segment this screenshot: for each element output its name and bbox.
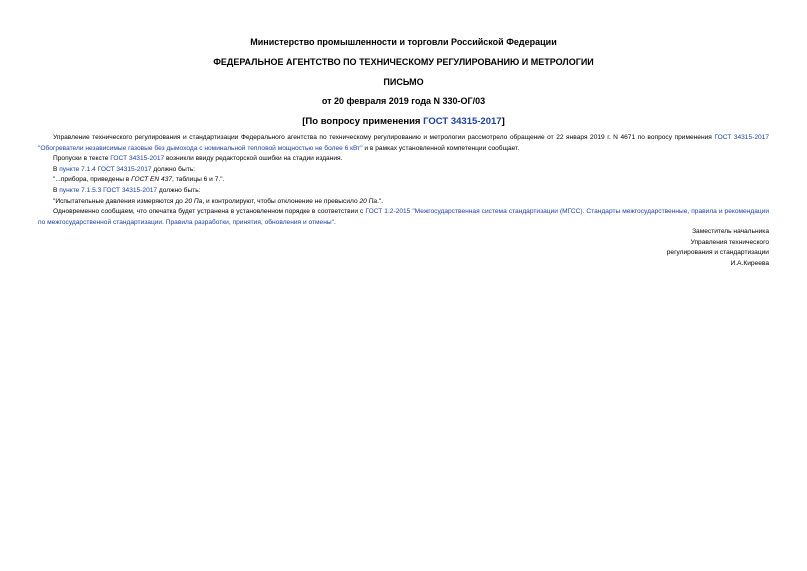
paragraph-text: . bbox=[333, 218, 336, 226]
paragraph-4 bbox=[38, 175, 769, 186]
gost-1-2-2015-link[interactable]: ГОСТ 1.2-2015 "Межгосударственная система стандартизации (МГСС). Стандарты межгосударственные, правила и рекомендации по межгосударственной стандартизации. Правила разработки, принятия, обновления и отмены" bbox=[38, 208, 769, 226]
signature-block bbox=[639, 227, 769, 269]
signature-position-line-3: регулирования и стандартизации bbox=[666, 249, 769, 257]
ministry-heading: Министерство промышленности и торговли Российской Федерации bbox=[250, 37, 557, 47]
paragraph-7 bbox=[38, 207, 769, 228]
paragraph-text: Управление технического регулирования и стандартизации Федерального агентства по техническому регулированию и метрологии рассмотрело обращение от 22 января 2019 г. N 4671 по вопросу применения bbox=[53, 134, 715, 141]
paragraph-1 bbox=[38, 133, 769, 154]
gost-34315-title-link[interactable]: ГОСТ 34315-2017 "Обогреватели независимые газовые без дымохода с номинальной тепловой мощностью не более 6 кВт" bbox=[38, 134, 769, 152]
letter-body bbox=[38, 133, 769, 228]
paragraph-3 bbox=[38, 165, 769, 176]
subject-prefix: [По вопросу применения bbox=[302, 116, 424, 127]
date-number-heading: от 20 февраля 2019 года N 330-ОГ/03 bbox=[321, 96, 486, 106]
subject-gost-link[interactable]: ГОСТ 34315-2017 bbox=[423, 116, 502, 127]
paragraph-text: В bbox=[53, 165, 60, 173]
paragraph-text: , таблицы 6 и 7.". bbox=[172, 176, 225, 184]
paragraph-text: В bbox=[53, 186, 60, 194]
clause-7-1-4-link[interactable]: пункте 7.1.4 ГОСТ 34315-2017 bbox=[59, 165, 152, 173]
paragraph-text: возникли ввиду редакторской ошибки на стадии издания. bbox=[164, 155, 343, 163]
paragraph-6 bbox=[38, 197, 769, 208]
agency-heading: ФЕДЕРАЛЬНОЕ АГЕНТСТВО ПО ТЕХНИЧЕСКОМУ РЕГУЛИРОВАНИЮ И МЕТРОЛОГИИ bbox=[213, 57, 594, 67]
paragraph-text: должно быть: bbox=[151, 165, 195, 173]
emphasis-text: 20 Па bbox=[359, 197, 378, 205]
gost-34315-link[interactable]: ГОСТ 34315-2017 bbox=[110, 155, 165, 163]
paragraph-text: , и контролируют, чтобы отклонение не превысило bbox=[202, 197, 360, 205]
subject-suffix: ] bbox=[501, 116, 505, 127]
signature-name: И.А.Киреева bbox=[730, 259, 769, 267]
paragraph-5 bbox=[38, 186, 769, 197]
paragraph-text: Пропуски в тексте bbox=[53, 155, 111, 163]
emphasis-text: 20 Па bbox=[184, 197, 203, 205]
paragraph-text: "...прибора, приведены в bbox=[53, 176, 132, 184]
paragraph-text: .". bbox=[377, 197, 384, 205]
signature-position-line-2: Управления технического bbox=[690, 238, 769, 246]
doc-type-heading: ПИСЬМО bbox=[383, 77, 424, 87]
paragraph-text: Одновременно сообщаем, что опечатка будет устранена в установленном порядке в соответствии с bbox=[53, 208, 366, 216]
signature-position-line-1: Заместитель начальника bbox=[692, 228, 769, 235]
paragraph-text: "Испытательные давления измеряются до bbox=[53, 197, 185, 205]
subject-heading bbox=[0, 116, 807, 127]
clause-7-1-5-3-link[interactable]: пункте 7.1.5.3 ГОСТ 34315-2017 bbox=[59, 186, 158, 194]
paragraph-text: должно быть: bbox=[157, 186, 201, 194]
paragraph-2 bbox=[38, 154, 769, 165]
paragraph-text: и в рамках установленной компетенции сообщает. bbox=[362, 144, 520, 152]
emphasis-text: ГОСТ EN 437 bbox=[131, 176, 173, 184]
